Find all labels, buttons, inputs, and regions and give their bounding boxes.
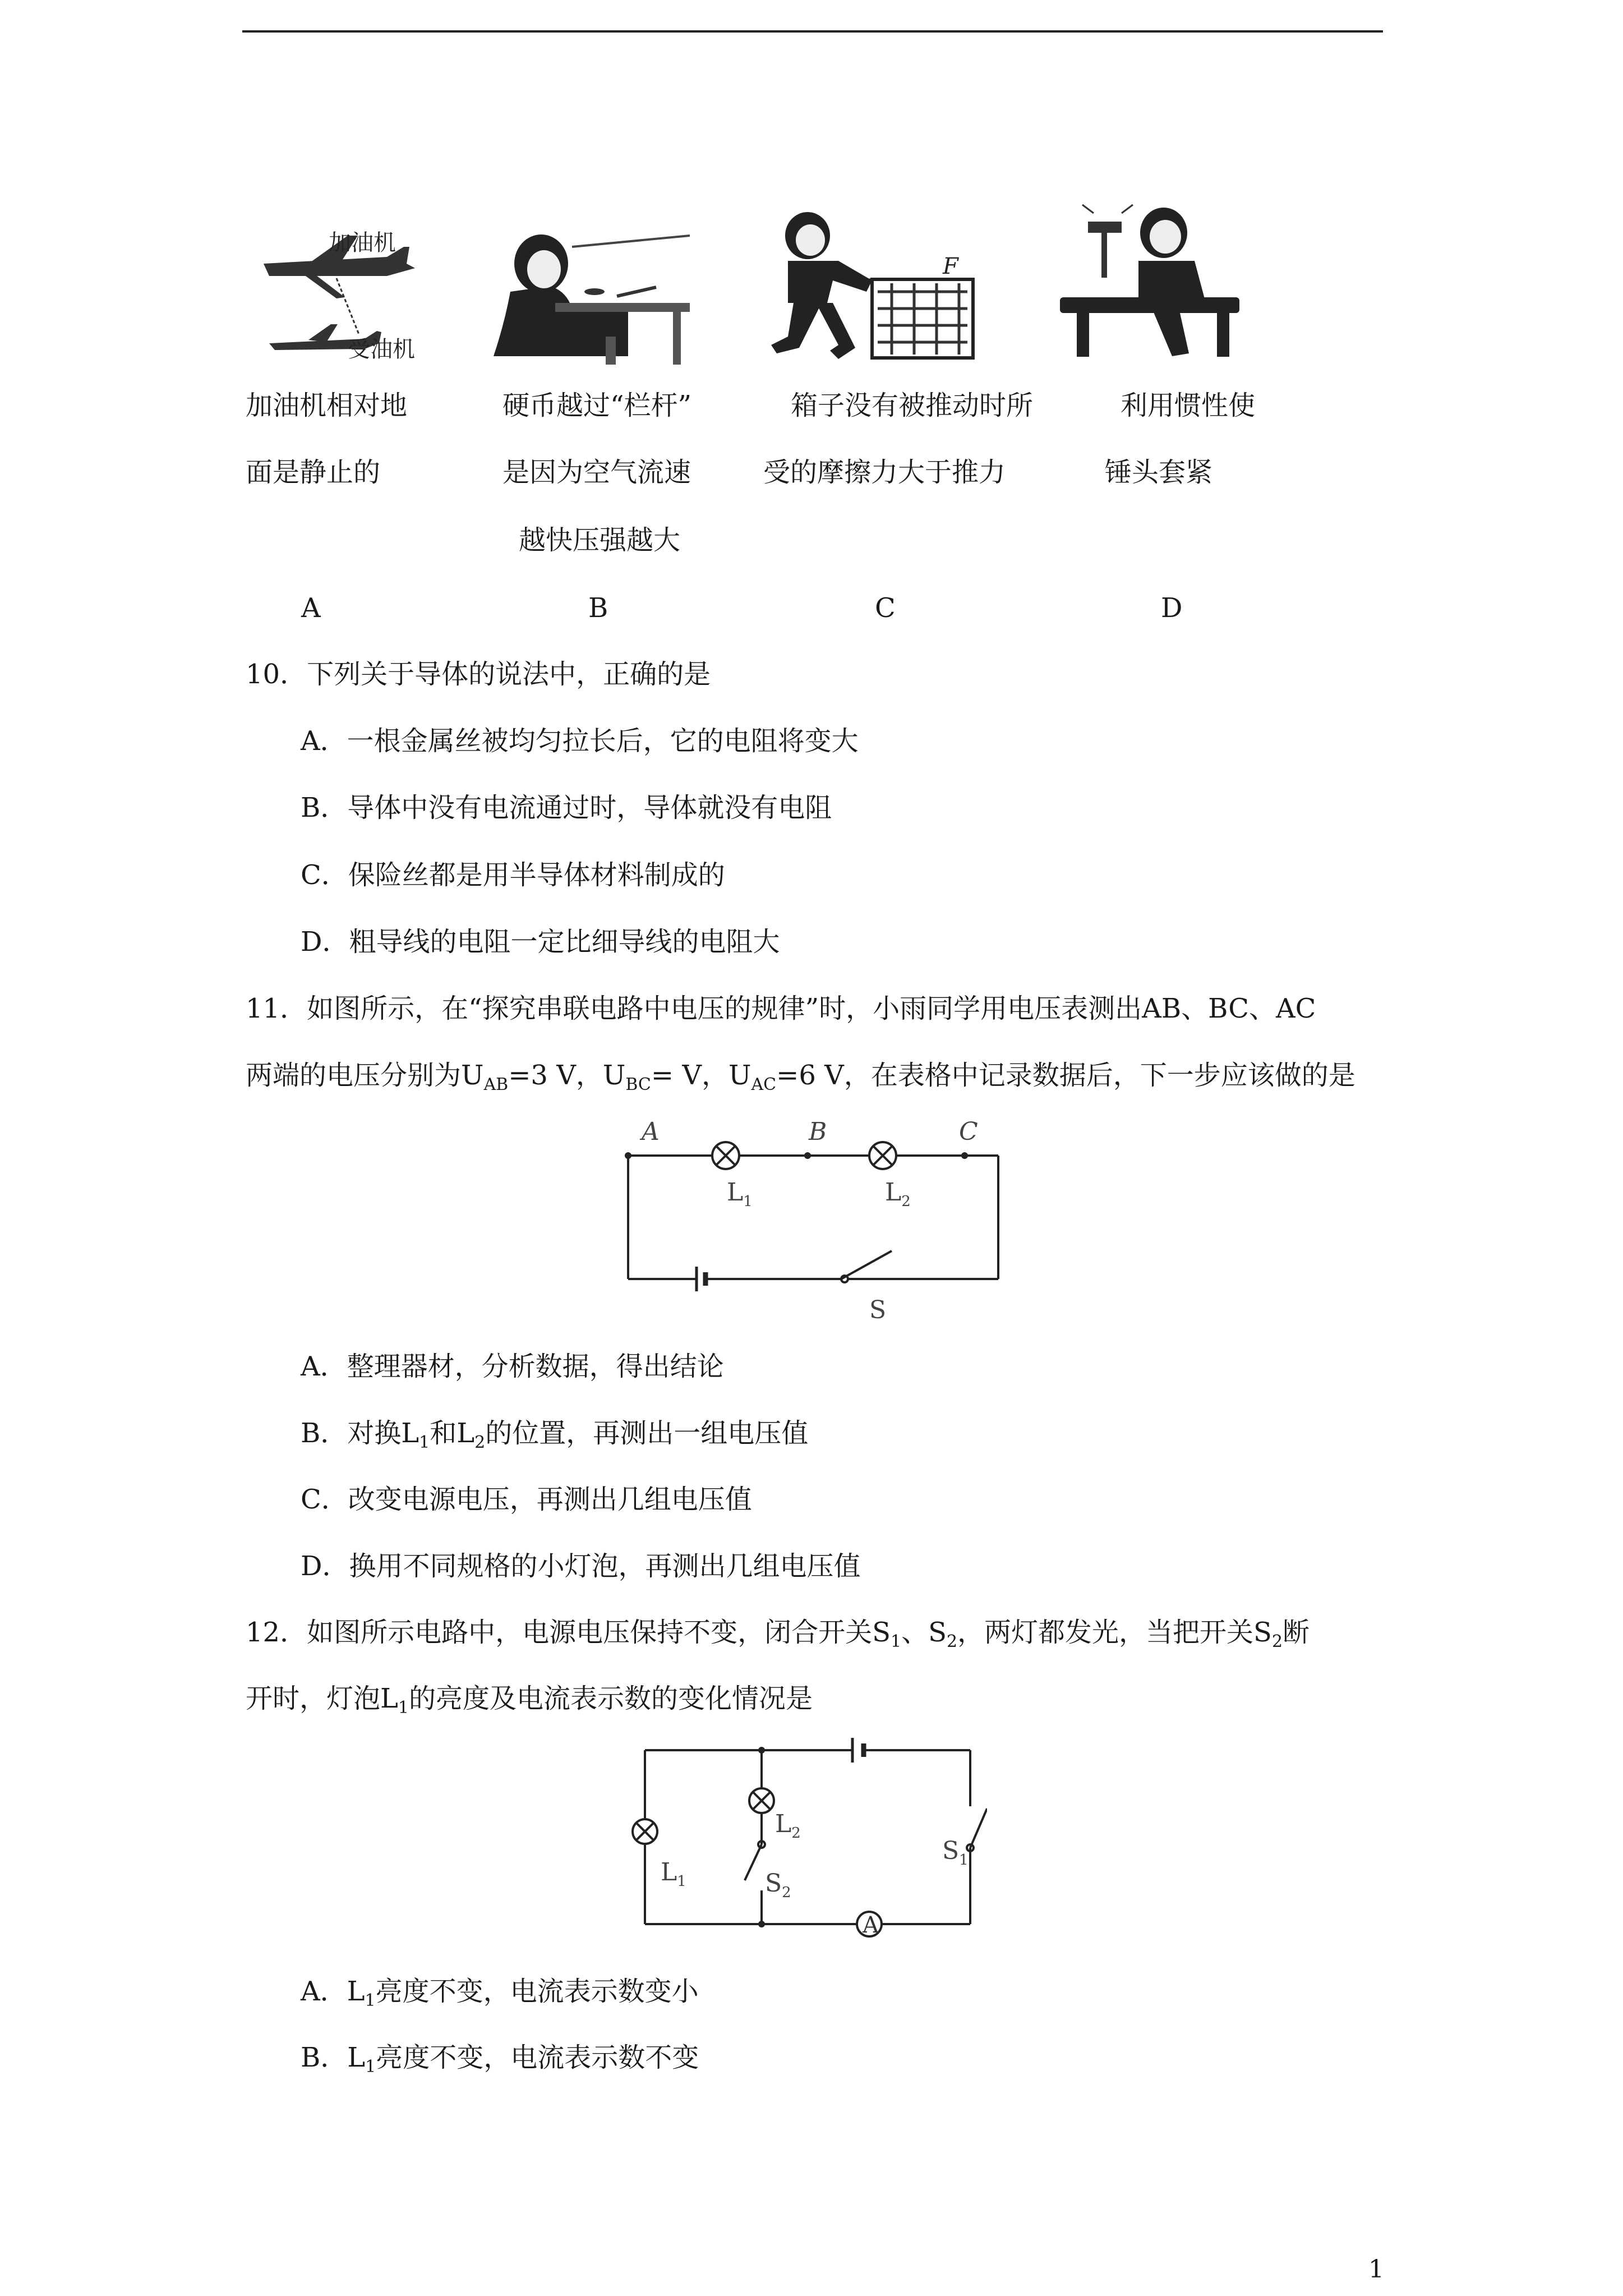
pushing-box-figure xyxy=(766,208,979,370)
refueling-aircraft-figure xyxy=(247,224,432,370)
option-b-caption-line3: 越快压强越大 xyxy=(519,524,681,556)
option-b-caption-line2: 是因为空气流速 xyxy=(502,457,691,488)
series-circuit-diagram xyxy=(617,1111,1009,1324)
parallel-circuit-diagram xyxy=(628,1733,987,1947)
header-rule xyxy=(242,30,1383,33)
q11-option-b: B．对换$L_1$和$L_2$的位置，再测出一组电压值 xyxy=(301,1418,809,1452)
q10-option-d: D．粗导线的电阻一定比细导线的电阻大 xyxy=(301,926,780,958)
q11-stem-line1: 11．如图所示，在“探究串联电路中电压的规律”时，小雨同学用电压表测出AB、BC、AC xyxy=(246,993,1316,1024)
q11-option-a: A．整理器材，分析数据，得出结论 xyxy=(301,1351,724,1382)
point-b-label: B xyxy=(809,1117,827,1146)
option-a-caption-line2: 面是静止的 xyxy=(246,457,381,488)
q11-option-c: C．改变电源电压，再测出几组电压值 xyxy=(301,1484,752,1515)
q11-option-d: D．换用不同规格的小灯泡，再测出几组电压值 xyxy=(301,1550,861,1582)
point-a-label: A xyxy=(642,1117,660,1146)
option-c-caption-line1: 箱子没有被推动时所 xyxy=(791,390,1034,421)
tanker-label: 加油机 xyxy=(329,230,396,256)
q12-option-a: A．$L_1$亮度不变，电流表示数变小 xyxy=(301,1976,699,2010)
hammer-figure xyxy=(1054,202,1248,365)
lamp-l1-label: $L_1$ xyxy=(727,1178,753,1210)
switch-s1-label: $S_1$ xyxy=(942,1837,969,1869)
q12-option-b: B．$L_1$亮度不变，电流表示数不变 xyxy=(301,2042,699,2077)
lamp-l1-label: $L_1$ xyxy=(661,1858,686,1890)
force-label: F xyxy=(943,254,958,279)
option-a-caption-line1: 加油机相对地 xyxy=(246,390,408,421)
lamp-l2-label: $L_2$ xyxy=(775,1810,801,1842)
lamp-l2-label: $L_2$ xyxy=(885,1178,911,1210)
point-c-label: C xyxy=(959,1117,978,1146)
q10-option-c: C．保险丝都是用半导体材料制成的 xyxy=(301,859,725,891)
page-number: 1 xyxy=(1368,2255,1384,2284)
q10-option-a: A．一根金属丝被均匀拉长后，它的电阻将变大 xyxy=(301,725,859,757)
option-letter-a: A xyxy=(301,592,321,624)
ammeter-label: A xyxy=(863,1912,879,1938)
switch-s-label: S xyxy=(869,1296,887,1324)
coin-over-bar-figure xyxy=(488,224,695,373)
q11-stem-line2: 两端的电压分别为$U_{AB}=3$ V，$U_{BC}= V$，$U_{AC}=6$ V，在表格中记录数据后，下一步应该做的是 xyxy=(246,1060,1355,1094)
option-d-caption-line1: 利用惯性使 xyxy=(1121,390,1256,421)
q12-stem-line2: 开时，灯泡$L_1$的亮度及电流表示数的变化情况是 xyxy=(246,1683,813,1718)
option-c-caption-line2: 受的摩擦力大于推力 xyxy=(763,457,1006,488)
option-b-caption-line1: 硬币越过“栏杆” xyxy=(502,390,692,421)
option-letter-b: B xyxy=(588,592,608,624)
q10-stem: 10．下列关于导体的说法中，正确的是 xyxy=(246,659,711,690)
option-letter-c: C xyxy=(875,592,896,624)
q12-stem-line1: 12．如图所示电路中，电源电压保持不变，闭合开关$S_1$、$S_2$，两灯都发光，当把开关$S_2$断 xyxy=(246,1617,1310,1651)
option-letter-d: D xyxy=(1161,592,1183,624)
q10-option-b: B．导体中没有电流通过时，导体就没有电阻 xyxy=(301,792,832,823)
receiver-label: 受油机 xyxy=(348,337,415,362)
option-d-caption-line2: 锤头套紧 xyxy=(1105,457,1213,488)
switch-s2-label: $S_2$ xyxy=(765,1869,791,1901)
